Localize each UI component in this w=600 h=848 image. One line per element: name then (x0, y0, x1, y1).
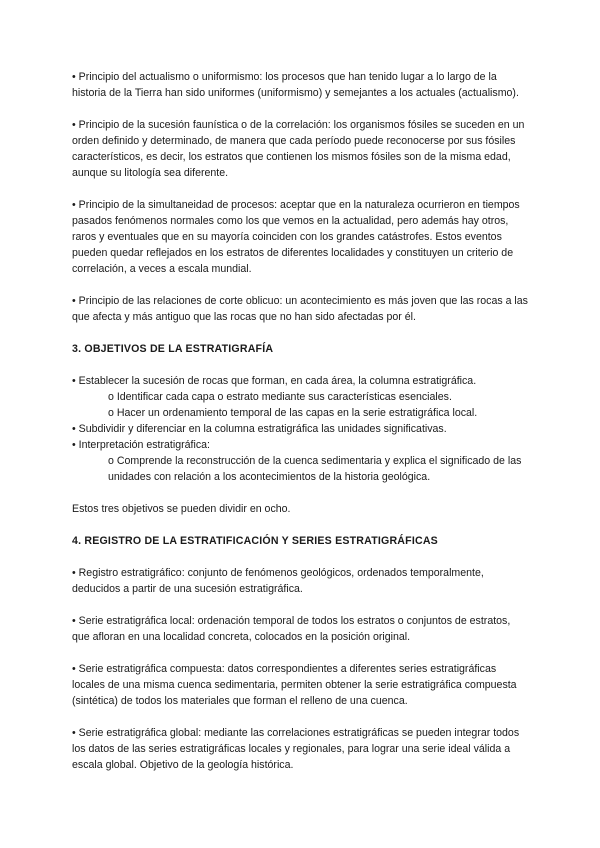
section-4-heading: 4. REGISTRO DE LA ESTRATIFICACIÓN Y SERIES ESTRATIGRÁFICAS (72, 535, 438, 547)
objective-item-3: • Interpretación estratigráfica: (72, 439, 210, 451)
serie-compuesta: • Serie estratigráfica compuesta: datos correspondientes a diferentes series estratigráficas locales de una misma cuenca sedimentaria, permiten obtener la serie estratigráfica compuesta (sintética) de todos los materiales que forman el relleno de una cuenca. (72, 663, 517, 707)
objective-item-1-sub-1: o Identificar cada capa o estrato mediante sus características esenciales. (108, 391, 452, 403)
principle-actualismo: • Principio del actualismo o uniformismo: los procesos que han tenido lugar a lo largo de la historia de la Tierra han sido uniformes (uniformismo) y semejantes a los actuales (actualismo). (72, 71, 519, 99)
objective-item-2: • Subdividir y diferenciar en la columna estratigráfica las unidades significativas. (72, 423, 447, 435)
principle-corte-oblicuo: • Principio de las relaciones de corte oblicuo: un acontecimiento es más joven que las rocas a las que afecta y más antiguo que las rocas que no han sido afectadas por él. (72, 295, 528, 323)
section-3-heading: 3. OBJETIVOS DE LA ESTRATIGRAFÍA (72, 343, 274, 355)
objectives-list (72, 373, 528, 485)
serie-local: • Serie estratigráfica local: ordenación temporal de todos los estratos o conjuntos de estratos, que afloran en una localidad concreta, colocados en la posición original. (72, 615, 511, 643)
registro-estratigrafico: • Registro estratigráfico: conjunto de fenómenos geológicos, ordenados temporalmente, deducidos a partir de una sucesión estratigráfica. (72, 567, 484, 595)
document-page (72, 69, 528, 789)
objective-item-3-sub-1: o Comprende la reconstrucción de la cuenca sedimentaria y explica el significado de las unidades con relación a los acontecimientos de la historia geológica. (108, 455, 522, 483)
objective-item-1: • Establecer la sucesión de rocas que forman, en cada área, la columna estratigráfica. (72, 375, 477, 387)
objectives-closing: Estos tres objetivos se pueden dividir en ocho. (72, 503, 291, 515)
objective-item-1-sub-2: o Hacer un ordenamiento temporal de las capas en la serie estratigráfica local. (108, 407, 478, 419)
principle-simultaneidad: • Principio de la simultaneidad de procesos: aceptar que en la naturaleza ocurrieron en tiempos pasados fenómenos normales como los que vemos en la actualidad, pero además hay otros, raros y eventuales que en su mayoría coinciden con los grandes catástrofes. Estos eventos pueden quedar reflejados en los estratos de diferentes localidades y constituyen un criterio de correlación, a veces a escala mundial. (72, 199, 520, 275)
serie-global: • Serie estratigráfica global: mediante las correlaciones estratigráficas se pueden integrar todos los datos de las series estratigráficas locales y regionales, para lograr una serie ideal válida a escala global. Objetivo de la geología histórica. (72, 727, 520, 771)
principle-sucesion-faunistica: • Principio de la sucesión faunística o de la correlación: los organismos fósiles se suceden en un orden definido y determinado, de manera que cada período puede reconocerse por sus fósiles característicos, es decir, los estratos que contienen los mismos fósiles son de la misma edad, aunque su litología sea diferente. (72, 119, 525, 179)
